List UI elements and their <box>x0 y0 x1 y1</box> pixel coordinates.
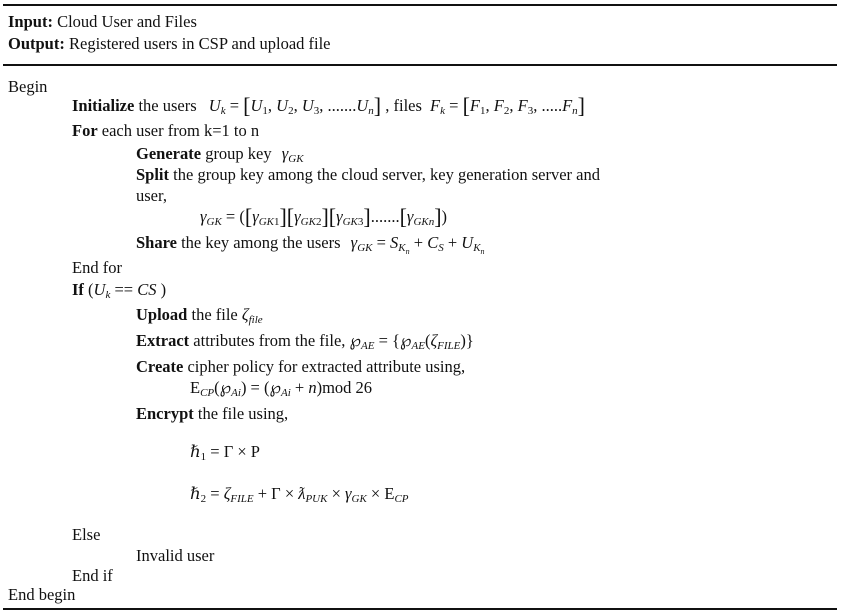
header-rule <box>3 64 837 66</box>
initialize-keyword: Initialize <box>72 96 135 115</box>
create-keyword: Create <box>136 357 184 376</box>
generate-keyword: Generate <box>136 144 202 163</box>
for-line <box>72 121 259 141</box>
share-line <box>136 233 485 256</box>
upload-keyword: Upload <box>136 305 188 324</box>
file-symbol: $\zeta_{file}$ <box>241 305 263 326</box>
input-text: Cloud User and Files <box>57 12 197 31</box>
encrypt-text: the file using, <box>197 404 289 423</box>
group-key-symbol: $\gamma_{GK}$ <box>281 144 304 165</box>
input-line <box>8 12 197 32</box>
split-line-2: user, <box>136 186 167 205</box>
encrypt-keyword: Encrypt <box>136 404 194 423</box>
create-formula: $E_{CP}(℘_{Ai})$ = $(℘_{Ai} + n)mod$ 26 <box>190 378 373 399</box>
extract-keyword: Extract <box>136 331 190 350</box>
top-rule <box>3 4 837 6</box>
create-text: cipher policy for extracted attribute using, <box>187 357 466 376</box>
files-text: , files <box>385 96 422 115</box>
upload-text: the file <box>191 305 238 324</box>
split-text: the group key among the cloud server, key generation server and <box>173 165 600 184</box>
for-keyword: For <box>72 121 98 140</box>
users-formula: $U_k = [U_1$, $U_2$, $U_3$, $.......U_n$] <box>208 93 382 118</box>
begin-keyword: Begin <box>8 77 48 96</box>
bottom-rule <box>3 608 837 610</box>
encrypt-formula-1: ℏ$_1$ = Γ × P <box>190 442 260 463</box>
generate-text: group key <box>205 144 272 163</box>
output-text: Registered users in CSP and upload file <box>68 34 331 53</box>
for-text: each user from k=1 to n <box>101 121 260 140</box>
invalid-user-text: Invalid user <box>136 546 215 565</box>
end-begin-keyword: End begin <box>8 585 76 604</box>
extract-text: attributes from the file, <box>193 331 346 350</box>
end-if-keyword: End if <box>72 566 113 585</box>
encrypt-line <box>136 404 288 424</box>
initialize-text: the users <box>138 96 197 115</box>
share-formula: $\gamma_{GK} = S_{K_n} + C_S + U_{K_n}$ <box>350 233 485 256</box>
generate-line <box>136 144 304 164</box>
upload-line <box>136 305 263 325</box>
input-label: Input: <box>8 12 53 31</box>
output-line <box>8 34 331 54</box>
split-formula: $\gamma_{GK} = ([\gamma_{GK1}][\gamma_{GK2}][\gamma_{GK3}].......[\gamma_{GKn}])$ <box>200 204 448 229</box>
share-text: the key among the users <box>181 233 341 252</box>
files-formula: $F_k = [F_1$, $F_2$, $F_3$, $.....F_n$] <box>430 93 585 118</box>
if-line <box>72 280 166 300</box>
extract-formula: $℘_{AE}$ = $\{℘_{AE}(\zeta_{FILE})\}$ <box>349 331 474 352</box>
output-label: Output: <box>8 34 65 53</box>
encrypt-formula-2: ℏ$_2$ = $\zeta_{FILE} + \Gamma$ × $ƛ_{PUK} \times \gamma_{GK} \times E_{CP}$ <box>190 484 409 505</box>
split-line <box>136 165 600 185</box>
initialize-line <box>72 93 585 118</box>
else-keyword: Else <box>72 525 101 544</box>
share-keyword: Share <box>136 233 177 252</box>
extract-line <box>136 331 474 351</box>
if-keyword: If <box>72 280 84 299</box>
split-keyword: Split <box>136 165 170 184</box>
end-for-keyword: End for <box>72 258 122 277</box>
if-condition: ($U_k$ == CS ) <box>88 280 167 301</box>
create-line <box>136 357 465 377</box>
